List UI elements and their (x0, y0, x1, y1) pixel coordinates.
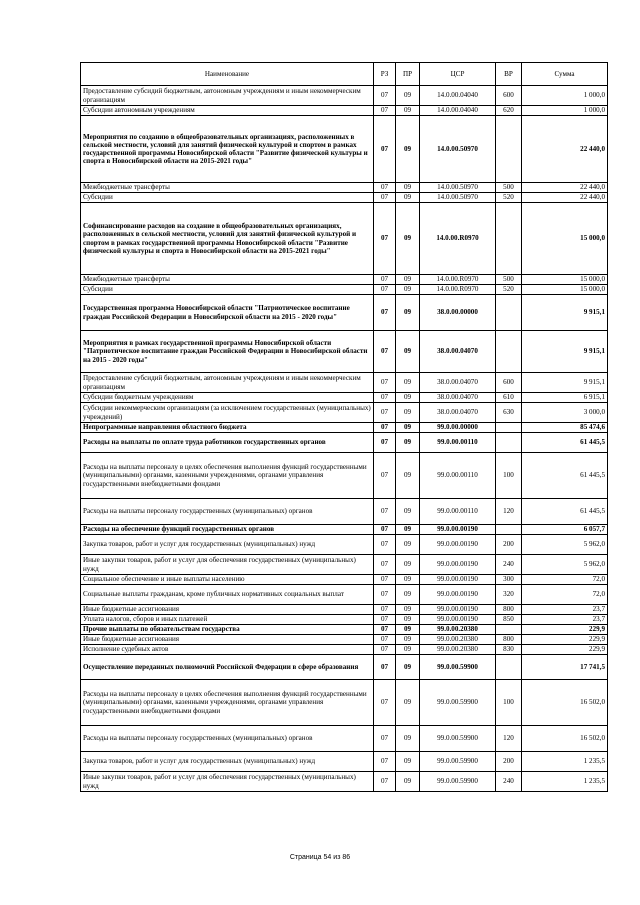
budget-table-container (80, 62, 607, 792)
cell-rz: 07 (374, 635, 396, 645)
cell-rz: 07 (374, 575, 396, 585)
cell-pr: 09 (396, 403, 420, 423)
cell-pr: 09 (396, 535, 420, 555)
cell-rz: 07 (374, 680, 396, 726)
cell-sum: 1 235,5 (522, 772, 608, 792)
cell-name: Расходы на выплаты персоналу государственных (муниципальных) органов (81, 726, 374, 752)
cell-rz: 07 (374, 275, 396, 285)
cell-vr (496, 625, 522, 635)
cell-sum: 9 915,1 (522, 373, 608, 393)
cell-sum: 6 057,7 (522, 525, 608, 535)
cell-vr: 800 (496, 635, 522, 645)
cell-csr: 99.0.00.00190 (420, 525, 496, 535)
cell-sum: 61 445,5 (522, 499, 608, 525)
cell-name: Субсидии (81, 285, 374, 295)
cell-csr: 38.0.00.04070 (420, 393, 496, 403)
cell-pr: 09 (396, 453, 420, 499)
cell-sum: 15 000,0 (522, 285, 608, 295)
cell-vr: 200 (496, 535, 522, 555)
table-row (81, 525, 608, 535)
cell-csr: 14.0.00.R0970 (420, 275, 496, 285)
column-header-vr: ВР (496, 63, 522, 86)
cell-csr: 38.0.00.04070 (420, 373, 496, 393)
cell-rz: 07 (374, 655, 396, 680)
cell-name: Закупка товаров, работ и услуг для государственных (муниципальных) нужд (81, 752, 374, 772)
cell-csr: 99.0.00.00000 (420, 423, 496, 433)
table-row (81, 680, 608, 726)
cell-name: Расходы на выплаты персоналу в целях обеспечения выполнения функций государственными (муниципальными) органами, казенными учреждениями, органами управления государственными внебюджетными фондами (81, 680, 374, 726)
cell-csr: 14.0.00.04040 (420, 106, 496, 116)
table-row (81, 585, 608, 605)
cell-name: Осуществление переданных полномочий Российской Федерации в сфере образования (81, 655, 374, 680)
column-header-sum: Сумма (522, 63, 608, 86)
cell-pr: 09 (396, 183, 420, 193)
cell-pr: 09 (396, 423, 420, 433)
cell-csr: 38.0.00.04070 (420, 331, 496, 373)
cell-sum: 229,9 (522, 635, 608, 645)
table-row (81, 403, 608, 423)
cell-rz: 07 (374, 555, 396, 575)
cell-rz: 07 (374, 499, 396, 525)
cell-sum: 72,0 (522, 575, 608, 585)
cell-csr: 99.0.00.59900 (420, 752, 496, 772)
cell-sum: 229,9 (522, 625, 608, 635)
cell-csr: 99.0.00.00110 (420, 453, 496, 499)
cell-vr: 520 (496, 193, 522, 203)
cell-name: Софинансирование расходов на создание в общеобразовательных организациях, расположенных в сельской местности, условий для занятий физической культурой и спортом в рамках государственной программы Новосибирской области "Развитие физической культуры и спорта в Новосибирской области на 2015-2021 годы" (81, 203, 374, 275)
cell-csr: 99.0.00.20380 (420, 635, 496, 645)
cell-pr: 09 (396, 605, 420, 615)
table-row (81, 285, 608, 295)
cell-rz: 07 (374, 393, 396, 403)
cell-name: Расходы на выплаты персоналу в целях обеспечения выполнения функций государственными (муниципальными) органами, казенными учреждениями, органами управления государственными внебюджетными фондами (81, 453, 374, 499)
column-header-name: Наименование (81, 63, 374, 86)
cell-name: Межбюджетные трансферты (81, 275, 374, 285)
cell-name: Межбюджетные трансферты (81, 183, 374, 193)
cell-csr: 14.0.00.50970 (420, 116, 496, 183)
cell-sum: 16 502,0 (522, 680, 608, 726)
cell-csr: 14.0.00.R0970 (420, 285, 496, 295)
cell-pr: 09 (396, 433, 420, 453)
cell-sum: 3 000,0 (522, 403, 608, 423)
cell-pr: 09 (396, 625, 420, 635)
cell-vr: 520 (496, 285, 522, 295)
cell-csr: 99.0.00.00110 (420, 499, 496, 525)
cell-sum: 85 474,6 (522, 423, 608, 433)
column-header-csr: ЦСР (420, 63, 496, 86)
cell-pr: 09 (396, 499, 420, 525)
cell-vr (496, 433, 522, 453)
cell-name: Субсидии автономным учреждениям (81, 106, 374, 116)
cell-pr: 09 (396, 193, 420, 203)
table-row (81, 535, 608, 555)
table-row (81, 331, 608, 373)
cell-rz: 07 (374, 433, 396, 453)
cell-sum: 17 741,5 (522, 655, 608, 680)
cell-vr: 300 (496, 575, 522, 585)
cell-vr (496, 423, 522, 433)
cell-pr: 09 (396, 295, 420, 331)
table-row (81, 183, 608, 193)
cell-name: Иные бюджетные ассигнования (81, 605, 374, 615)
cell-rz: 07 (374, 403, 396, 423)
table-row (81, 116, 608, 183)
cell-csr: 99.0.00.20380 (420, 645, 496, 655)
cell-sum: 5 962,0 (522, 555, 608, 575)
cell-csr: 38.0.00.00000 (420, 295, 496, 331)
cell-name: Предоставление субсидий бюджетным, автономным учреждениям и иным некоммерческим организациям (81, 86, 374, 106)
cell-name: Расходы на обеспечение функций государственных органов (81, 525, 374, 535)
cell-rz: 07 (374, 585, 396, 605)
cell-pr: 09 (396, 772, 420, 792)
cell-pr: 09 (396, 86, 420, 106)
cell-rz: 07 (374, 295, 396, 331)
cell-csr: 99.0.00.59900 (420, 772, 496, 792)
cell-sum: 22 440,0 (522, 116, 608, 183)
cell-rz: 07 (374, 285, 396, 295)
cell-name: Иные закупки товаров, работ и услуг для обеспечения государственных (муниципальных) нужд (81, 772, 374, 792)
cell-name: Уплата налогов, сборов и иных платежей (81, 615, 374, 625)
cell-pr: 09 (396, 275, 420, 285)
cell-rz: 07 (374, 453, 396, 499)
cell-sum: 229,9 (522, 645, 608, 655)
cell-vr: 850 (496, 615, 522, 625)
cell-sum: 15 000,0 (522, 275, 608, 285)
cell-csr: 99.0.00.00190 (420, 555, 496, 575)
cell-pr: 09 (396, 373, 420, 393)
cell-rz: 07 (374, 106, 396, 116)
cell-vr: 100 (496, 453, 522, 499)
cell-vr: 500 (496, 275, 522, 285)
table-row (81, 453, 608, 499)
cell-csr: 99.0.00.59900 (420, 726, 496, 752)
cell-pr: 09 (396, 655, 420, 680)
cell-pr: 09 (396, 585, 420, 605)
cell-rz: 07 (374, 615, 396, 625)
cell-rz: 07 (374, 605, 396, 615)
cell-vr (496, 116, 522, 183)
budget-table (80, 62, 608, 792)
cell-pr: 09 (396, 331, 420, 373)
cell-vr: 600 (496, 373, 522, 393)
cell-name: Непрограммные направления областного бюджета (81, 423, 374, 433)
cell-vr: 200 (496, 752, 522, 772)
cell-vr: 500 (496, 183, 522, 193)
cell-vr: 630 (496, 403, 522, 423)
cell-name: Субсидии бюджетным учреждениям (81, 393, 374, 403)
page-number: 54 (323, 854, 332, 861)
cell-sum: 15 000,0 (522, 203, 608, 275)
cell-vr: 240 (496, 772, 522, 792)
cell-rz: 07 (374, 183, 396, 193)
cell-vr (496, 331, 522, 373)
table-row (81, 635, 608, 645)
cell-pr: 09 (396, 635, 420, 645)
cell-vr (496, 525, 522, 535)
cell-name: Социальные выплаты гражданам, кроме публичных нормативных социальных выплат (81, 585, 374, 605)
cell-pr: 09 (396, 726, 420, 752)
table-row (81, 615, 608, 625)
table-row (81, 393, 608, 403)
cell-pr: 09 (396, 525, 420, 535)
cell-rz: 07 (374, 645, 396, 655)
cell-pr: 09 (396, 645, 420, 655)
column-header-rz: РЗ (374, 63, 396, 86)
cell-pr: 09 (396, 106, 420, 116)
cell-pr: 09 (396, 393, 420, 403)
cell-csr: 14.0.00.R0970 (420, 203, 496, 275)
cell-pr: 09 (396, 680, 420, 726)
table-row (81, 295, 608, 331)
cell-name: Иные бюджетные ассигнования (81, 635, 374, 645)
page-label: Страница (289, 854, 322, 861)
cell-sum: 1 000,0 (522, 106, 608, 116)
cell-pr: 09 (396, 555, 420, 575)
cell-sum: 23,7 (522, 615, 608, 625)
cell-vr: 240 (496, 555, 522, 575)
table-row (81, 625, 608, 635)
cell-name: Субсидии некоммерческим организациям (за исключением государственных (муниципальных) учреждений) (81, 403, 374, 423)
table-header-row (81, 63, 608, 86)
table-row (81, 726, 608, 752)
cell-sum: 72,0 (522, 585, 608, 605)
cell-rz: 07 (374, 625, 396, 635)
table-row (81, 106, 608, 116)
cell-csr: 99.0.00.00190 (420, 535, 496, 555)
cell-vr: 800 (496, 605, 522, 615)
cell-name: Расходы на выплаты персоналу государственных (муниципальных) органов (81, 499, 374, 525)
cell-csr: 99.0.00.00190 (420, 615, 496, 625)
table-row (81, 86, 608, 106)
page-of-label: из (333, 854, 341, 861)
cell-csr: 99.0.00.59900 (420, 655, 496, 680)
cell-sum: 1 000,0 (522, 86, 608, 106)
cell-vr (496, 203, 522, 275)
cell-sum: 61 445,5 (522, 433, 608, 453)
cell-name: Социальное обеспечение и иные выплаты населению (81, 575, 374, 585)
cell-sum: 9 915,1 (522, 331, 608, 373)
cell-name: Расходы на выплаты по оплате труда работников государственных органов (81, 433, 374, 453)
cell-rz: 07 (374, 203, 396, 275)
cell-vr: 120 (496, 726, 522, 752)
cell-name: Закупка товаров, работ и услуг для государственных (муниципальных) нужд (81, 535, 374, 555)
table-row (81, 555, 608, 575)
cell-pr: 09 (396, 116, 420, 183)
cell-csr: 99.0.00.00190 (420, 605, 496, 615)
table-row (81, 275, 608, 285)
cell-name: Мероприятия по созданию в общеобразовательных организациях, расположенных в сельской местности, условий для занятий физической культурой и спортом в рамках государственной программы Новосибирской области "Развитие физической культуры и спорта в Новосибирской области на 2015-2021 годы" (81, 116, 374, 183)
table-row (81, 423, 608, 433)
cell-rz: 07 (374, 86, 396, 106)
page-footer (0, 854, 640, 861)
cell-vr: 830 (496, 645, 522, 655)
table-row (81, 193, 608, 203)
cell-sum: 23,7 (522, 605, 608, 615)
cell-csr: 38.0.00.04070 (420, 403, 496, 423)
cell-sum: 61 445,5 (522, 453, 608, 499)
cell-vr (496, 295, 522, 331)
cell-name: Государственная программа Новосибирской области "Патриотическое воспитание граждан Российской Федерации в Новосибирской области на 2015 - 2020 годы" (81, 295, 374, 331)
cell-name: Мероприятия в рамках государственной программы Новосибирской области "Патриотическое воспитание граждан Российской Федерации в Новосибирской области на 2015 - 2020 годы" (81, 331, 374, 373)
table-row (81, 772, 608, 792)
cell-name: Субсидии (81, 193, 374, 203)
cell-pr: 09 (396, 752, 420, 772)
cell-vr (496, 655, 522, 680)
cell-csr: 14.0.00.50970 (420, 193, 496, 203)
cell-name: Прочие выплаты по обязательствам государства (81, 625, 374, 635)
cell-csr: 14.0.00.50970 (420, 183, 496, 193)
cell-csr: 99.0.00.00190 (420, 575, 496, 585)
table-row (81, 752, 608, 772)
table-row (81, 373, 608, 393)
cell-sum: 22 440,0 (522, 193, 608, 203)
cell-sum: 9 915,1 (522, 295, 608, 331)
cell-rz: 07 (374, 331, 396, 373)
cell-rz: 07 (374, 116, 396, 183)
table-row (81, 605, 608, 615)
table-body (81, 86, 608, 792)
cell-vr: 620 (496, 106, 522, 116)
cell-name: Исполнение судебных актов (81, 645, 374, 655)
cell-csr: 99.0.00.00110 (420, 433, 496, 453)
cell-pr: 09 (396, 203, 420, 275)
cell-rz: 07 (374, 752, 396, 772)
cell-pr: 09 (396, 575, 420, 585)
table-row (81, 575, 608, 585)
cell-name: Предоставление субсидий бюджетным, автономным учреждениям и иным некоммерческим организациям (81, 373, 374, 393)
cell-rz: 07 (374, 193, 396, 203)
cell-sum: 5 962,0 (522, 535, 608, 555)
cell-rz: 07 (374, 772, 396, 792)
cell-vr: 600 (496, 86, 522, 106)
page-total: 86 (342, 854, 351, 861)
cell-vr: 120 (496, 499, 522, 525)
table-row (81, 645, 608, 655)
cell-sum: 6 915,1 (522, 393, 608, 403)
cell-vr: 100 (496, 680, 522, 726)
cell-sum: 1 235,5 (522, 752, 608, 772)
cell-csr: 99.0.00.59900 (420, 680, 496, 726)
cell-pr: 09 (396, 285, 420, 295)
cell-rz: 07 (374, 525, 396, 535)
cell-name: Иные закупки товаров, работ и услуг для обеспечения государственных (муниципальных) нужд (81, 555, 374, 575)
cell-pr: 09 (396, 615, 420, 625)
cell-csr: 99.0.00.20380 (420, 625, 496, 635)
cell-csr: 99.0.00.00190 (420, 585, 496, 605)
cell-vr: 610 (496, 393, 522, 403)
cell-rz: 07 (374, 423, 396, 433)
cell-vr: 320 (496, 585, 522, 605)
table-row (81, 499, 608, 525)
table-row (81, 203, 608, 275)
cell-sum: 16 502,0 (522, 726, 608, 752)
cell-rz: 07 (374, 726, 396, 752)
column-header-pr: ПР (396, 63, 420, 86)
cell-rz: 07 (374, 373, 396, 393)
cell-rz: 07 (374, 535, 396, 555)
cell-csr: 14.0.00.04040 (420, 86, 496, 106)
table-row (81, 433, 608, 453)
cell-sum: 22 440,0 (522, 183, 608, 193)
table-row (81, 655, 608, 680)
